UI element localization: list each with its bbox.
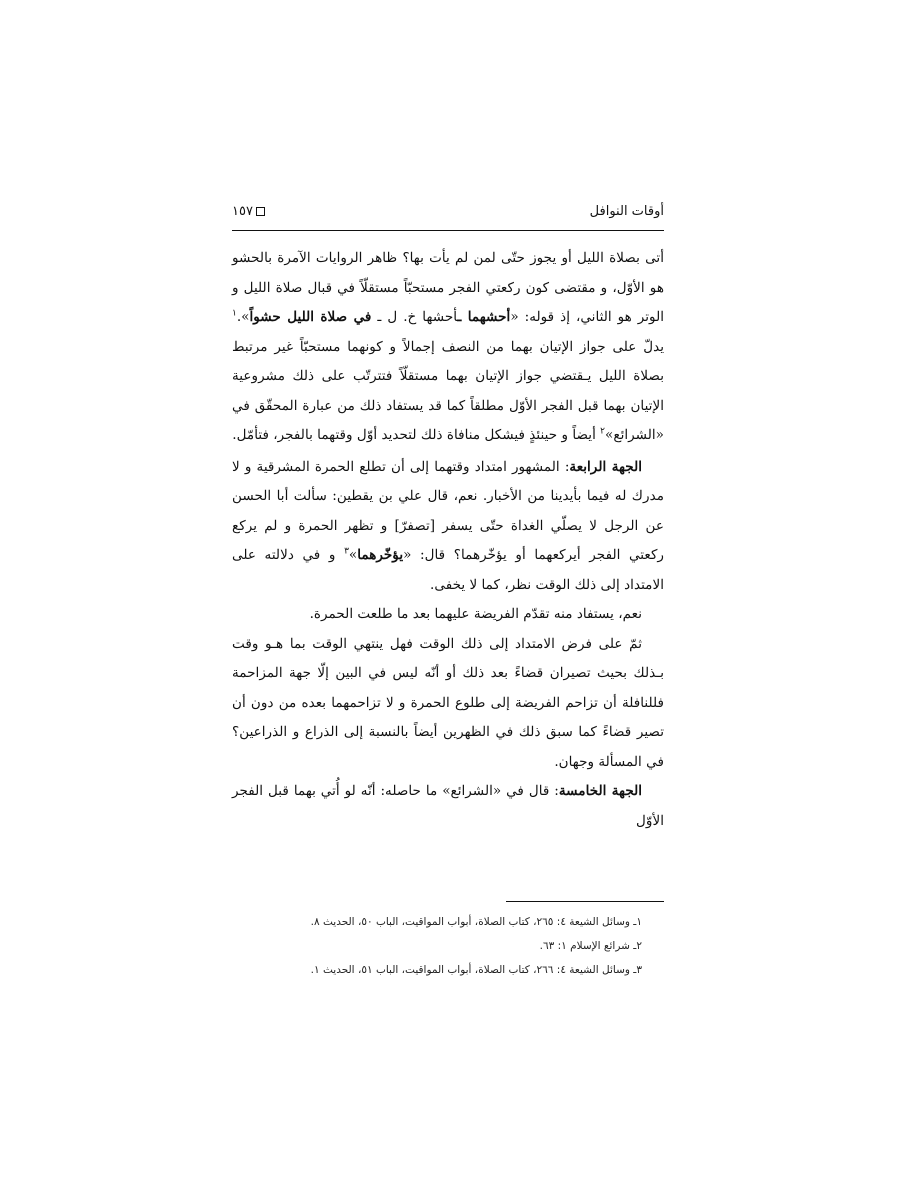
paragraph-1: أتى بصلاة الليل أو يجوز حتّى لمن لم يأت بها؟ ظاهر الروايات الآمرة بالحشو هو الأوّل، و مقتضى كون ركعتي الفجر مستحبّاً مستقلّاً في قبال صلاة الليل و الوتر هو الثاني، إذ قوله: «أحشهما ـأحشها خ. ل ـ في صلاة الليل حشواً».$^١$ يدلّ على جواز الإتيان بهما من النصف إجمالاً و كونهما مستحبّاً غير مرتبط بصلاة الليل يـقتضي جواز الإتيان بهما مستقلّاً فتترتّب على ذلك مشروعية الإتيان بهما قبل الفجر الأوّل مطلقاً كما قد يستفاد ذلك من عبارة المحقّق في «الشرائع»$^٢$ أيضاً و حينئذٍ فيشكل منافاة ذلك لتحديد أوّل وقتهما بالفجر، فتأمّل. (232, 250, 664, 443)
paragraph-3: نعم، يستفاد منه تقدّم الفريضة عليهما بعد ما طلعت الحمرة. (309, 606, 642, 622)
section-heading-4: الجهة الرابعة (569, 458, 642, 475)
footnote-ref-3: ٣ (344, 546, 349, 557)
paragraph-2: الجهة الرابعة: المشهور امتداد وقتهما إلى أن تطلع الحمرة المشرقية و لا مدرك له فيما بأيدينا من الأخبار. نعم، قال علي بن يقطين: سألت أبا الحسن عن الرجل لا يصلّي الغداة حتّى يسفر [تصفرّ] و تظهر الحمرة و لم يركع ركعتي الفجر أيركعهما أو يؤخّرهما؟ قال: «يؤخّرهما»$^٣$ و في دلالته على الامتداد إلى ذلك الوقت نظر، كما لا يخفى. (232, 458, 664, 593)
footnote-ref-1: ١ (232, 308, 237, 319)
page-header (232, 202, 664, 224)
paragraph-5: الجهة الخامسة: قال في «الشرائع» ما حاصله: أنّه لو أُتي بهما قبل الفجر الأوّل (232, 783, 664, 829)
footnote-ref-2: ٢ (600, 426, 606, 437)
footnote-1: ١ـ وسائل الشيعة ٤: ٢٦٥، كتاب الصلاة، أبواب المواقيت، الباب ٥٠، الحديث ٨. (310, 916, 642, 928)
body-text (232, 244, 664, 836)
footnote-3: ٣ـ وسائل الشيعة ٤: ٢٦٦، كتاب الصلاة، أبواب المواقيت، الباب ٥١، الحديث ١. (310, 964, 642, 976)
footnote-divider (506, 901, 664, 902)
footnotes (232, 910, 664, 982)
header-divider (232, 230, 664, 231)
running-title: أوقات النوافل (589, 204, 664, 219)
page-number-block (232, 204, 265, 219)
square-box-icon (256, 207, 265, 216)
section-heading-5: الجهة الخامسة (558, 783, 643, 799)
paragraph-4: ثمّ على فرض الامتداد إلى ذلك الوقت فهل ينتهي الوقت بما هـو وقت بـذلك بحيث تصيران قضاءً بعد ذلك أو أنّه ليس في البين إلّا جهة المزاحمة فللنافلة أن تزاحم الفريضة إلى طلوع الحمرة و لا تزاحمهما بعده من دون أن تصير قضاءً كما سبق ذلك في الظهرين أيضاً بالنسبة إلى الذراع و الذراعين؟ في المسألة وجهان. (232, 635, 664, 770)
page-number: ١٥٧ (232, 204, 253, 219)
footnote-2: ٢ـ شرائع الإسلام ١: ٦٣. (539, 940, 642, 952)
